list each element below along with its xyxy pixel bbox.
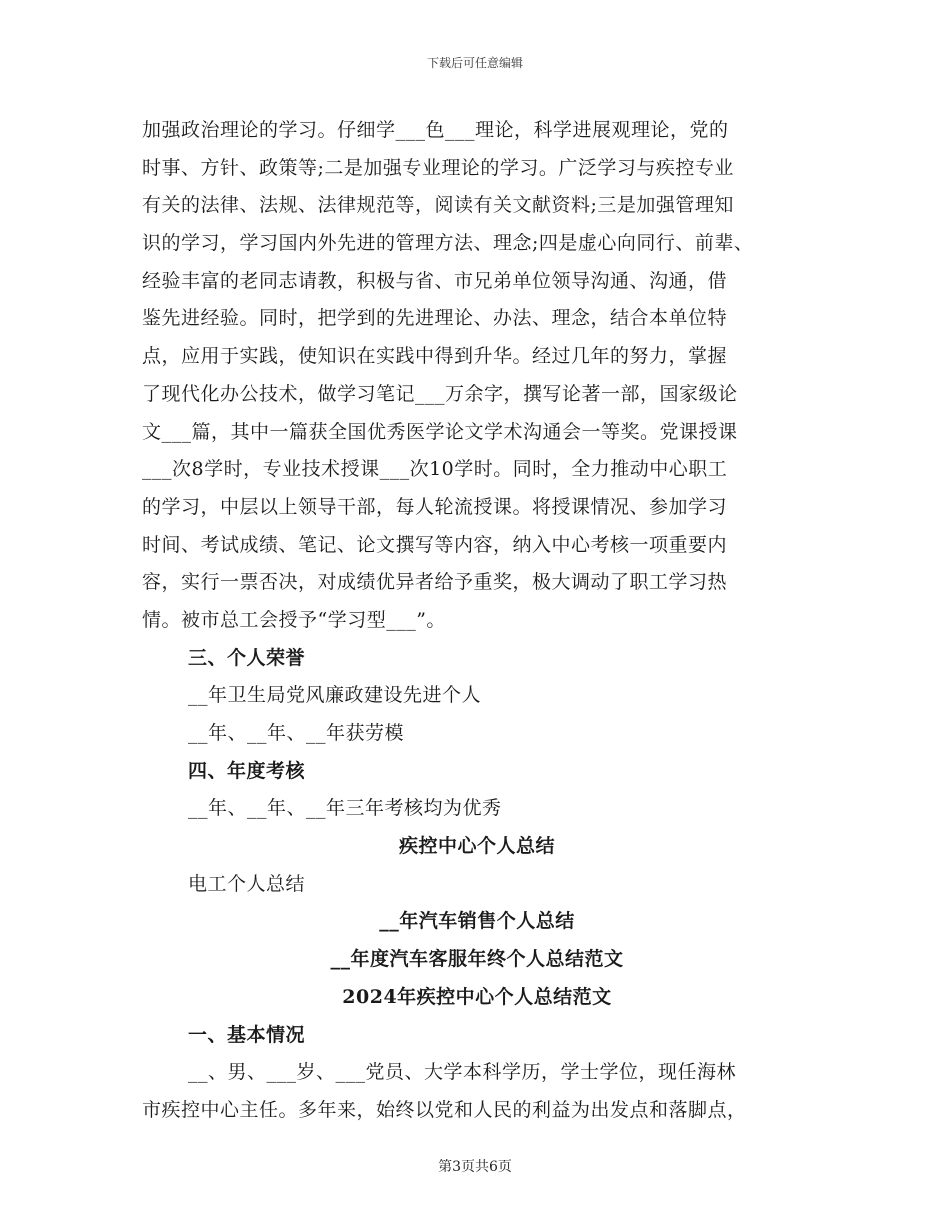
body-line: 识的学习，学习国内外先进的管理方法、理念;四是虚心向同行、前辈、 (142, 232, 754, 255)
section-heading-honors: 三、个人荣誉 (188, 646, 306, 669)
body-line: 经验丰富的老同志请教，积极与省、市兄弟单位领导沟通、沟通，借 (142, 269, 728, 292)
body-line: 容，实行一票否决，对成绩优异者给予重奖，极大调动了职工学习热 (142, 571, 728, 594)
doc-title-electrician-summary: 电工个人总结 (188, 872, 306, 895)
page-number: 第3页共6页 (438, 1159, 512, 1175)
body-line: 文___篇，其中一篇获全国优秀医学论文学术沟通会一等奖。党课授课 (142, 420, 738, 443)
body-line: 了现代化办公技术，做学习笔记___万余字，撰写论著一部，国家级论 (142, 382, 738, 405)
honor-item: __年、__年、__年获劳模 (188, 722, 405, 744)
body-line: 时事、方针、政策等;二是加强专业理论的学习。广泛学习与疾控专业 (142, 156, 734, 179)
body-line: 有关的法律、法规、法律规范等，阅读有关文献资料;三是加强管理知 (142, 194, 734, 217)
body-line: ___次8学时，专业技术授课___次10学时。同时，全力推动中心职工 (142, 458, 728, 481)
document-body (142, 112, 812, 1130)
body-line: 鉴先进经验。同时，把学到的先进理论、办法、理念，结合本单位特 (142, 307, 728, 330)
body-line: 加强政治理论的学习。仔细学___色___理论，科学进展观理论，党的 (142, 119, 729, 141)
body-line: 时间、考试成绩、笔记、论文撰写等内容，纳入中心考核一项重要内 (142, 533, 728, 556)
page-header: 下载后可任意编辑 (426, 56, 523, 70)
body-line: 市疾控中心主任。多年来，始终以党和人民的利益为出发点和落脚点， (142, 1098, 747, 1121)
doc-title-car-service-summary: __年度汽车客服年终个人总结范文 (330, 948, 624, 971)
body-line: 点，应用于实践，使知识在实践中得到升华。经过几年的努力，掌握 (142, 345, 728, 368)
honor-item: __年卫生局党风廉政建设先进个人 (188, 684, 482, 707)
section-heading-assessment: 四、年度考核 (188, 759, 306, 782)
body-line: 情。被市总工会授予“学习型___”。 (142, 608, 446, 631)
doc-title-cdc-summary: 疾控中心个人总结 (398, 835, 555, 858)
body-line: __、男、___岁、___党员、大学本科学历，学士学位，现任海林 (188, 1061, 737, 1084)
section-heading-basic-info: 一、基本情况 (188, 1023, 306, 1046)
assessment-item: __年、__年、__年三年考核均为优秀 (188, 797, 502, 820)
doc-title-car-sales-summary: __年汽车销售个人总结 (379, 910, 575, 933)
body-line: 的学习，中层以上领导干部，每人轮流授课。将授课情况、参加学习 (142, 495, 728, 518)
doc-title-2024-cdc-summary: 2024年疾控中心个人总结范文 (342, 985, 612, 1008)
